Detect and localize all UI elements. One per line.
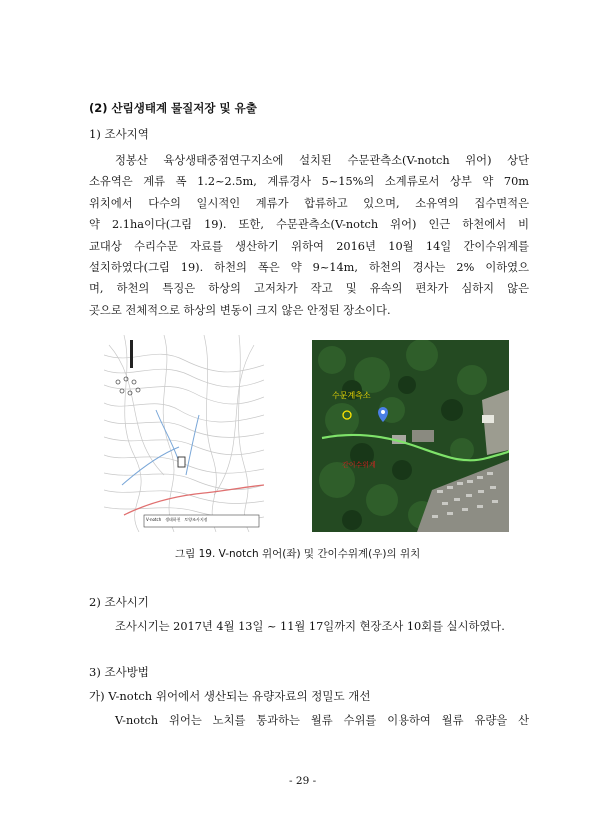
subsection-heading-survey-method: 3) 조사방법 bbox=[89, 665, 149, 679]
figure-caption: 그림 19. V-notch 위어(좌) 및 간이수위계(우)의 위치 bbox=[175, 548, 421, 560]
soil-survey-point-icons bbox=[116, 377, 140, 395]
paragraph-line: 정봉산 육상생태중점연구지소에 설치된 수문관측소(V-notch 위어) 상단 bbox=[115, 154, 529, 167]
legend-item: 토양조사지점 bbox=[184, 517, 208, 522]
method-item-heading: 가) V-notch 위어에서 생산되는 유량자료의 정밀도 개선 bbox=[89, 689, 371, 703]
legend-item: 생태하천 bbox=[165, 517, 181, 522]
gauge-label: 간이수위계 bbox=[342, 461, 376, 469]
north-arrow-icon bbox=[130, 340, 133, 368]
survey-period-text: 조사시기는 2017년 4월 13일 ~ 11월 17일까지 현장조사 10회를 실시하였다. bbox=[115, 620, 505, 633]
contour-map-graphic bbox=[104, 335, 264, 532]
paragraph-line: 위치에서 다수의 일시적인 계류가 합류하고 있으며, 소유역의 집수면적은 bbox=[89, 196, 529, 210]
satellite-photo-graphic bbox=[312, 340, 509, 532]
section-title: (2) 산림생태계 물질저장 및 유출 bbox=[89, 101, 257, 115]
paragraph-line: 설치하였다(그림 19). 하천의 폭은 약 9~14m, 하천의 경사는 2% 이하였으 bbox=[89, 261, 529, 275]
v-notch-contour-map bbox=[104, 335, 264, 532]
map-legend bbox=[146, 517, 208, 523]
paragraph-line: 곳으로 전체적으로 하상의 변동이 크지 않은 안정된 장소이다. bbox=[89, 303, 391, 317]
paragraph-line: 며, 하천의 특징은 하상의 고저차가 작고 및 유속의 편차가 심하지 않은 bbox=[89, 282, 529, 296]
v-notch-marker-icon bbox=[178, 457, 185, 467]
paragraph-line: V-notch 위어는 노치를 통과하는 월류 수위를 이용하여 월류 유량을 산 bbox=[115, 714, 529, 727]
method-text bbox=[115, 712, 529, 728]
paragraph-line: 약 2.1ha이다(그림 19). 또한, 수문관측소(V-notch 위어) 인근 하천에서 비 bbox=[89, 218, 529, 232]
survey-area-paragraph bbox=[89, 150, 529, 321]
gauge-satellite-photo bbox=[312, 340, 509, 532]
legend-item: V-notch bbox=[146, 517, 162, 522]
page-number: - 29 - bbox=[289, 775, 317, 787]
station-label: 수문계측소 bbox=[332, 391, 371, 400]
paragraph-line: 소유역은 계류 폭 1.2~2.5m, 계류경사 5~15%의 소계류로서 상부 약 70m bbox=[89, 175, 529, 189]
paragraph-line: 교대상 수리수문 자료를 생산하기 위하여 2016년 10월 14일 간이수위계를 bbox=[89, 239, 529, 253]
subsection-heading-survey-period: 2) 조사시기 bbox=[89, 595, 149, 609]
subsection-heading-survey-area: 1) 조사지역 bbox=[89, 127, 149, 141]
